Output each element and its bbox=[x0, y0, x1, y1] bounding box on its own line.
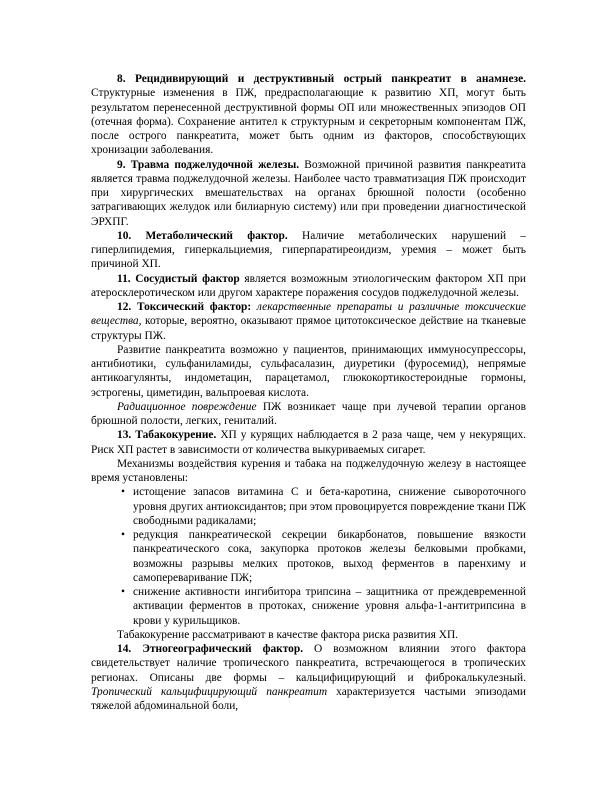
list-item-text: истощение запасов витамина С и бета-каротина, снижение сывороточного уровня других антиоксидантов; при этом провоцируется повреждение ткани ПЖ свободными радикалами; bbox=[133, 486, 526, 527]
section-14 bbox=[91, 642, 526, 713]
section-14-text-2: характеризуется частыми эпизодами тяжелой абдоминальной боли, bbox=[91, 685, 527, 712]
section-12-text: которые, вероятно, оказывают прямое цитотоксическое действие на тканевые структуры ПЖ. bbox=[91, 315, 526, 342]
list-item bbox=[121, 528, 526, 585]
section-11-text: является возможным этиологическим фактором ХП при атеросклеротическом или другом характере поражения сосудов поджелудочной железы. bbox=[91, 272, 526, 299]
section-9 bbox=[91, 158, 526, 229]
list-item bbox=[121, 585, 526, 628]
section-12 bbox=[91, 300, 526, 343]
radiation-paragraph bbox=[91, 400, 526, 429]
section-10 bbox=[91, 229, 526, 272]
section-8-text: Структурные изменения в ПЖ, предрасполагающие к развитию ХП, могут быть результатом перенесенной деструктивной формы ОП или множественных эпизодов ОП (отечная форма). Сохранение антител к структурным и секреторным компонентам ПЖ, после острого панкреатита, может быть одним из факторов, способствующих хронизации заболевания. bbox=[91, 87, 526, 157]
drugs-paragraph: Развитие панкреатита возможно у пациентов, принимающих иммуносупрессоры, антибиотики, сульфаниламиды, сульфасалазин, диуретики (фуросемид), непрямые антикоагулянты, индометацин, парацетамол, глюкокортикостероидные гормоны, эстрогены, циметидин, вальпроевая кислота. bbox=[91, 343, 526, 399]
section-12-italic: лекарственные препараты и различные токсические вещества, bbox=[91, 301, 526, 328]
radiation-text: ПЖ возникает чаще при лучевой терапии органов брюшной полости, легких, гениталий. bbox=[91, 400, 526, 427]
mechanisms-list bbox=[91, 485, 526, 628]
section-9-heading: 9. Травма поджелудочной железы. bbox=[117, 158, 300, 171]
section-13-text: ХП у курящих наблюдается в 2 раза чаще, чем у некурящих. Риск ХП растет в зависимости от количества выкуриваемых сигарет. bbox=[91, 429, 526, 456]
section-8 bbox=[91, 72, 526, 158]
section-10-heading: 10. Метаболический фактор. bbox=[117, 229, 288, 242]
list-item-text: редукция панкреатической секреции бикарбонатов, повышение вязкости панкреатического сока, закупорка протоков железы белковыми пробками, возможны разрывы мелких протоков, выход ферментов в паренхиму и самопереваривание ПЖ; bbox=[133, 529, 526, 584]
section-9-text: Возможной причиной развития панкреатита является травма поджелудочной железы. Наиболее часто травматизация ПЖ происходит при хирургических вмешательствах на органах брюшной полости (особенно затрагивающих желудок или билиарную систему) или при проведении диагностической ЭРХПГ. bbox=[91, 158, 526, 228]
section-11-heading: 11. Сосудистый фактор bbox=[117, 272, 240, 285]
risk-paragraph: Табакокурение рассматривают в качестве фактора риска развития ХП. bbox=[117, 628, 459, 641]
section-13 bbox=[91, 428, 526, 457]
section-12-heading: 12. Токсический фактор: bbox=[117, 301, 252, 313]
list-item-text: снижение активности ингибитора трипсина – защитника от преждевременной активации ферментов в протоках, снижение уровня альфа-1-антитрипсина в крови у курильщиков. bbox=[133, 586, 526, 627]
radiation-italic: Радиационное повреждение bbox=[117, 400, 257, 413]
section-13-heading: 13. Табакокурение. bbox=[117, 429, 217, 442]
bullet-icon: • bbox=[121, 586, 125, 598]
section-14-italic: Тропический кальцифицирующий панкреатит bbox=[91, 685, 328, 698]
section-8-heading: 8. Рецидивирующий и деструктивный острый панкреатит в анамнезе. bbox=[117, 73, 526, 85]
bullet-icon: • bbox=[121, 486, 125, 499]
section-14-text: О возможном влиянии этого фактора свидетельствует наличие тропического панкреатита, встречающегося в тропических регионах. Описаны две формы – кальцифицирующий и фиброкалькулезный. bbox=[91, 643, 526, 684]
list-item bbox=[121, 485, 526, 528]
bullet-icon: • bbox=[121, 529, 125, 541]
section-10-text: Наличие метаболических нарушений – гиперлипидемия, гиперкальциемия, гиперпаратиреоидизм, уремия – может быть причиной ХП. bbox=[91, 229, 527, 271]
section-14-heading: 14. Этногеографический фактор. bbox=[117, 643, 304, 655]
mechanisms-intro: Механизмы воздействия курения и табака на поджелудочную железу в настоящее время установлены: bbox=[91, 457, 526, 484]
section-11 bbox=[91, 272, 526, 301]
